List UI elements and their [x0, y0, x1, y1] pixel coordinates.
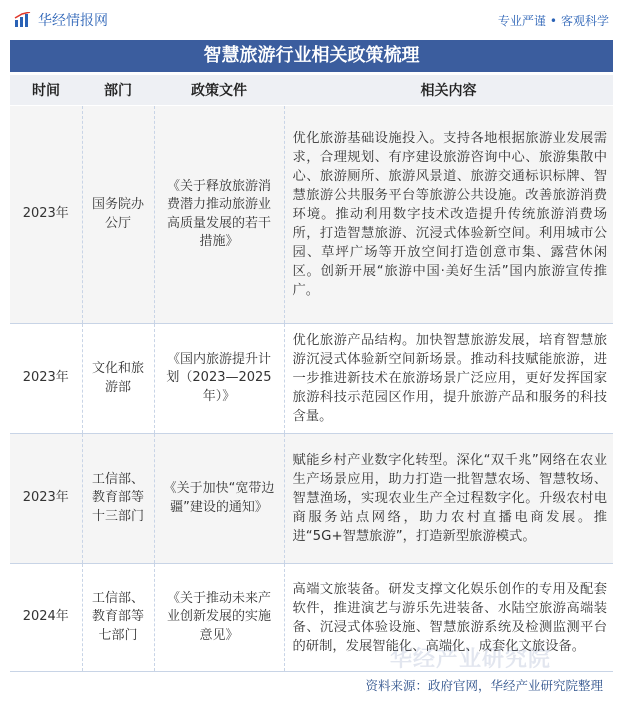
policy-table: [10, 74, 613, 672]
cell-time: 2023年: [10, 434, 82, 564]
slogan-2: 客观科学: [560, 14, 609, 28]
cell-dept: 文化和旅游部: [82, 324, 154, 434]
table-row: [10, 434, 613, 564]
table-row: [10, 106, 613, 324]
table-header-row: [10, 75, 613, 106]
header-dept: 部门: [82, 75, 154, 106]
cell-content: 优化旅游产品结构。加快智慧旅游发展，培育智慧旅游沉浸式体验新空间新场景。推动科技赋能旅游，进一步推进新技术在旅游场景广泛应用，更好发挥国家旅游科技示范园区作用，提升旅游产品和服务的科技含量。: [284, 324, 613, 434]
cell-time: 2024年: [10, 564, 82, 672]
cell-doc: 《国内旅游提升计划（2023—2025年）》: [154, 324, 284, 434]
cell-doc: 《关于加快“宽带边疆”建设的通知》: [154, 434, 284, 564]
cell-doc: 《关于释放旅游消费潜力推动旅游业高质量发展的若干措施》: [154, 106, 284, 324]
brand-logo-icon: [14, 12, 32, 28]
cell-content: 高端文旅装备。研发支撑文化娱乐创作的专用及配套软件，推进演艺与游乐先进装备、水陆空旅游高端装备、沉浸式体验设施、智慧旅游系统及检测监测平台的研制，发展智能化、高端化、成套化文旅设备。: [284, 564, 613, 672]
cell-content: 优化旅游基础设施投入。支持各地根据旅游业发展需求，合理规划、有序建设旅游咨询中心、旅游集散中心、旅游厕所、旅游风景道、旅游交通标识标牌、智慧旅游公共服务平台等旅游公共设施。改善旅游消费环境。推动利用数字技术改造提升传统旅游消费场所，打造智慧旅游、沉浸式体验新空间。利用城市公园、草坪广场等开放空间打造创意市集、露营休闲区。创新开展“旅游中国·美好生活”国内旅游宣传推广。: [284, 106, 613, 324]
cell-dept: 工信部、教育部等十三部门: [82, 434, 154, 564]
cell-doc: 《关于推动未来产业创新发展的实施意见》: [154, 564, 284, 672]
cell-dept: 工信部、教育部等七部门: [82, 564, 154, 672]
header-doc: 政策文件: [154, 75, 284, 106]
slogan-dot: •: [549, 14, 557, 28]
header-time: 时间: [10, 75, 82, 106]
brand-name: 华经情报网: [38, 13, 108, 29]
slogan: [498, 12, 609, 29]
cell-time: 2023年: [10, 324, 82, 434]
header-content: 相关内容: [284, 75, 613, 106]
top-bar: [0, 0, 623, 38]
cell-dept: 国务院办公厅: [82, 106, 154, 324]
source-note: 资料来源：政府官网，华经产业研究院整理: [365, 678, 603, 693]
page-title: 智慧旅游行业相关政策梳理: [10, 40, 613, 72]
slogan-1: 专业严谨: [497, 14, 546, 28]
cell-content: 赋能乡村产业数字化转型。深化“双千兆”网络在农业生产场景应用，助力打造一批智慧农场、智慧牧场、智慧渔场，实现农业生产全过程数字化。升级农村电商服务站点网络，助力农村直播电商发展。推进“5G+智慧旅游”，打造新型旅游模式。: [284, 434, 613, 564]
table-row: [10, 324, 613, 434]
cell-time: 2023年: [10, 106, 82, 324]
brand: [14, 10, 108, 30]
watermark: 华经产业研究院: [390, 647, 552, 672]
